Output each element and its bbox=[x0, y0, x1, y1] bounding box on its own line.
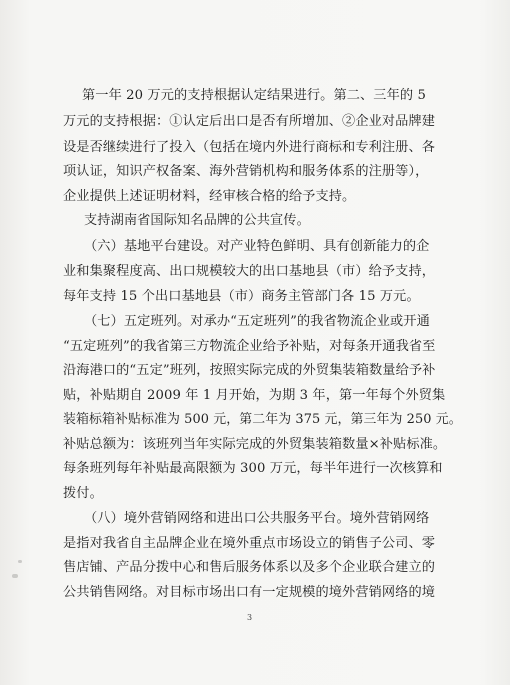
text-line: 企业提供上述证明材料，经审核合格的给予支持。 bbox=[63, 189, 356, 204]
text-line: 是指对我省自主品牌企业在境外重点市场设立的销售子公司、零 bbox=[63, 536, 436, 551]
text-line: 第一年 20 万元的支持根据认定结果进行。第二、三年的 5 bbox=[82, 88, 426, 103]
text-line: 设是否继续进行了投入（包括在境内外进行商标和专利注册、各 bbox=[63, 140, 436, 155]
text-line: 装箱标箱补贴标准为 500 元，第二年为 375 元，第三年为 250 元。 bbox=[63, 412, 462, 427]
text-line: 业和集聚程度高、出口规模较大的出口基地县（市）给予支持， bbox=[63, 264, 436, 279]
text-line: （八）境外营销网络和进出口公共服务平台。境外营销网络 bbox=[84, 511, 430, 526]
text-line: 拨付。 bbox=[63, 486, 103, 501]
text-line: 每条班列每年补贴最高限额为 300 万元，每半年进行一次核算和 bbox=[63, 461, 443, 476]
text-line: 万元的支持根据：①认定后出口是否有所增加、②企业对品牌建 bbox=[63, 114, 436, 129]
text-line: 售店铺、产品分拨中心和售后服务体系以及多个企业联合建立的 bbox=[63, 560, 436, 575]
text-line: 公共销售网络。对目标市场出口有一定规模的境外营销网络的境 bbox=[63, 585, 436, 600]
text-line: 沿海港口的“五定”班列，按照实际完成的外贸集装箱数量给予补 bbox=[63, 363, 436, 378]
text-line: （七）五定班列。对承办“五定班列”的我省物流企业或开通 bbox=[84, 314, 430, 329]
text-line: 补贴总额为：该班列当年实际完成的外贸集装箱数量×补贴标准。 bbox=[63, 437, 447, 452]
text-line: 每年支持 15 个出口基地县（市）商务主管部门各 15 万元。 bbox=[63, 289, 420, 304]
text-line: “五定班列”的我省第三方物流企业给予补贴，对每条开通我省至 bbox=[63, 339, 436, 354]
text-line: 项认证，知识产权备案、海外营销机构和服务体系的注册等）， bbox=[63, 164, 429, 179]
text-line: 贴，补贴期自 2009 年 1 月开始，为期 3 年，第一年每个外贸集 bbox=[63, 388, 446, 403]
text-line: （六）基地平台建设。对产业特色鲜明、具有创新能力的企 bbox=[84, 239, 430, 254]
page-number: 3 bbox=[247, 613, 253, 622]
text-line: 支持湖南省国际知名品牌的公共宣传。 bbox=[84, 213, 310, 228]
